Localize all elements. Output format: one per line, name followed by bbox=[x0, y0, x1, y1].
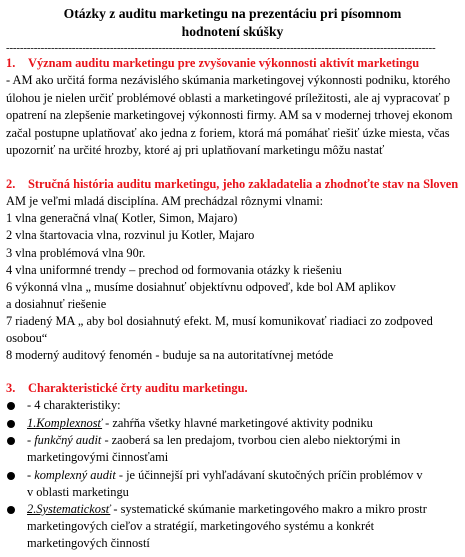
bullet-icon bbox=[7, 437, 15, 445]
bullet-icon bbox=[7, 402, 15, 410]
section-2-line-5: 4 vlna uniformné trendy – prechod od formovania otázky k riešeniu bbox=[6, 263, 342, 277]
section-2-title: Stručná história auditu marketingu, jeho zakladatelia a zhodnoťte stav na Sloven bbox=[28, 177, 459, 191]
section-2-number: 2. bbox=[6, 177, 16, 191]
section-3-bullet-2 bbox=[27, 415, 373, 431]
term-funkcny-audit: funkčný audit bbox=[34, 433, 102, 447]
section-3-title: Charakteristické črty auditu marketingu. bbox=[28, 381, 248, 395]
section-1-heading bbox=[6, 55, 419, 71]
section-3-heading bbox=[6, 380, 248, 396]
term-komplexnost: 1.Komplexnosť bbox=[27, 416, 103, 430]
section-2-line-3: 2 vlna štartovacia vlna, rozvinul ju Kotler, Majaro bbox=[6, 228, 255, 242]
document-title-line-1: Otázky z auditu marketingu na prezentáciu pri písomnom bbox=[63, 6, 402, 21]
bullet-icon bbox=[7, 420, 15, 428]
section-2-line-4: 3 vlna problémová vlna 90r. bbox=[6, 246, 146, 260]
bullet-3-prefix: - bbox=[27, 433, 35, 447]
section-1-line-4: začal postupne uplatňovať ako jedna z foriem, ktorá má pomáhať riešiť úzke miesta, včas bbox=[6, 126, 450, 140]
section-1-line-2: úlohou je nielen určiť problémové oblasti a marketingové príležitosti, ale aj vypracovať p bbox=[6, 91, 450, 105]
bullet-3-text: - zaoberá sa len predajom, tvorbou cien alebo niektorými in bbox=[101, 433, 401, 447]
section-3-bullet-5 bbox=[27, 501, 427, 517]
section-1-line-1: - AM ako určitá forma nezávislého skúmania marketingovej výkonnosti podniku, ktorého bbox=[6, 73, 451, 87]
section-3-bullet-5-line-2: marketingových cieľov a stratégií, marketingového systému a konkrét bbox=[27, 519, 375, 533]
section-3-bullet-5-line-3: marketingových činností bbox=[27, 536, 150, 550]
section-3-number: 3. bbox=[6, 381, 16, 395]
bullet-icon bbox=[7, 472, 15, 480]
section-3-bullet-4-line-2: v oblasti marketingu bbox=[27, 485, 129, 499]
bullet-4-prefix: - bbox=[27, 468, 35, 482]
section-3-bullet-4 bbox=[27, 467, 423, 483]
bullet-2-text: - zahŕňa všetky hlavné marketingové aktivity podniku bbox=[102, 416, 373, 430]
term-systematickost: 2.Systematickosť bbox=[27, 502, 111, 516]
section-2-line-10: 8 moderný auditový fenomén - buduje sa na autoritatívnej metóde bbox=[6, 348, 334, 362]
section-3-bullet-1: - 4 charakteristiky: bbox=[27, 398, 121, 412]
bullet-5-text: - systematické skúmanie marketingového makro a mikro prostr bbox=[110, 502, 427, 516]
section-2-heading bbox=[6, 176, 458, 192]
section-2-line-9: osobou“ bbox=[6, 331, 48, 345]
dashed-divider: ---------------------------------------------------------------------------------------------------------------------------- bbox=[6, 42, 436, 54]
section-3-bullet-3-line-2: marketingovými činnosťami bbox=[27, 450, 169, 464]
section-1-number: 1. bbox=[6, 56, 16, 70]
section-1-title: Význam auditu marketingu pre zvyšovanie výkonnosti aktivít marketingu bbox=[28, 56, 420, 70]
term-komplexny-audit: komplexný audit bbox=[34, 468, 116, 482]
document-title-line-2: hodnotení skúšky bbox=[181, 24, 284, 39]
section-2-line-2: 1 vlna generačná vlna( Kotler, Simon, Majaro) bbox=[6, 211, 238, 225]
section-2-line-7: a dosiahnuť riešenie bbox=[6, 297, 107, 311]
section-2-line-6: 6 výkonná vlna „ musíme dosiahnuť objektívnu odpoveď, kde bol AM aplikov bbox=[6, 280, 396, 294]
bullet-icon bbox=[7, 506, 15, 514]
bullet-4-text: - je účinnejší pri vyhľadávaní skutočných príčin problémov v bbox=[115, 468, 423, 482]
section-3-bullet-3 bbox=[27, 432, 400, 448]
section-1-line-5: upozorniť na určité hrozby, ktoré aj pri uplatňovaní marketingu môžu nastať bbox=[6, 143, 385, 157]
section-1-line-3: opatrení na zlepšenie marketingovej výkonnosti firmy. AM sa v modernej trhovej ekonom bbox=[6, 108, 453, 122]
section-2-line-1: AM je veľmi mladá disciplína. AM prechádzal rôznymi vlnami: bbox=[6, 194, 324, 208]
section-2-line-8: 7 riadený MA „ aby bol dosiahnutý efekt. M, musí komunikovať riadiaci zo zodpoved bbox=[6, 314, 433, 328]
